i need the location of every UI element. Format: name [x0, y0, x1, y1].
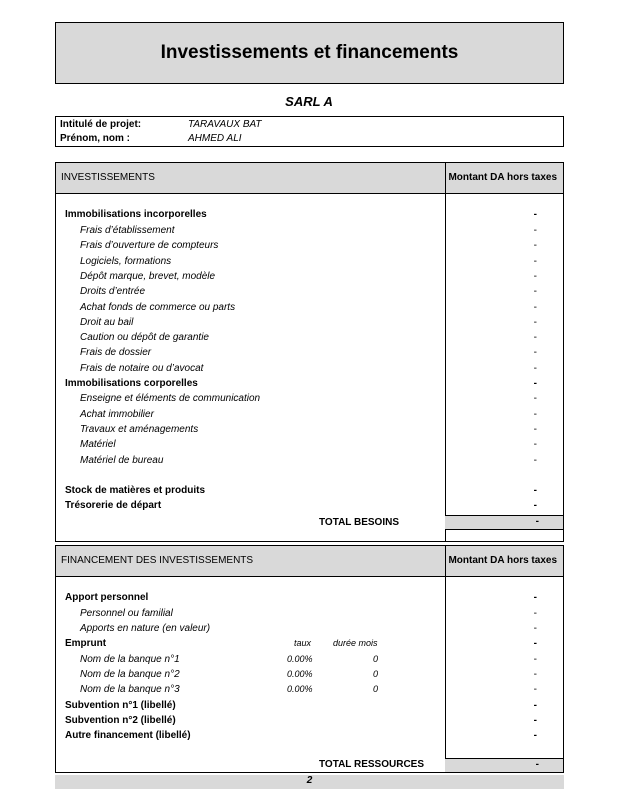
table-row	[56, 653, 563, 668]
row-value: -	[533, 286, 537, 297]
row-value: -	[533, 684, 537, 695]
row-label: Matériel	[80, 439, 116, 450]
table-row	[56, 484, 563, 499]
page-title-text: Investissements et financements	[160, 42, 459, 63]
row-label: Achat immobilier	[80, 409, 154, 420]
row-label: Achat fonds de commerce ou parts	[80, 302, 236, 313]
investments-header-label: INVESTISSEMENTS	[61, 172, 155, 183]
row-label: Dépôt marque, brevet, modèle	[80, 271, 216, 282]
table-row	[56, 346, 563, 361]
row-value: -	[533, 455, 537, 466]
row-label: Enseigne et éléments de communication	[80, 393, 261, 404]
row-value: -	[533, 409, 537, 420]
row-label: Immobilisations corporelles	[65, 378, 198, 389]
row-label: Matériel de bureau	[80, 455, 164, 466]
row-value: -	[533, 393, 537, 404]
loan-rate: 0.00%	[287, 669, 313, 679]
financing-header-label: FINANCEMENT DES INVESTISSEMENTS	[61, 555, 254, 566]
row-label: Immobilisations incorporelles	[65, 209, 207, 220]
table-row	[56, 683, 563, 698]
table-row	[56, 499, 563, 514]
row-label: Stock de matières et produits	[65, 485, 206, 496]
table-row	[56, 729, 563, 744]
row-label: Emprunt	[65, 638, 107, 649]
investments-header	[56, 163, 563, 194]
table-row	[56, 408, 563, 423]
row-value: -	[533, 240, 537, 251]
total-resources-label: TOTAL RESSOURCES	[319, 759, 425, 770]
loan-rate: 0.00%	[287, 654, 313, 664]
row-value: -	[533, 225, 537, 236]
row-value: -	[533, 347, 537, 358]
table-row	[56, 699, 563, 714]
table-row	[56, 362, 563, 377]
investments-amount-header: Montant DA hors taxes	[448, 172, 557, 183]
total-needs-value: -	[535, 516, 539, 527]
table-row	[56, 331, 563, 346]
table-row	[56, 591, 563, 606]
row-value: -	[533, 363, 537, 374]
row-label: Subvention n°2 (libellé)	[65, 715, 176, 726]
row-label: Nom de la banque n°1	[80, 654, 180, 665]
project-info-box	[55, 116, 564, 147]
table-row	[56, 239, 563, 254]
table-row	[56, 316, 563, 331]
page-title	[55, 22, 564, 84]
total-needs-cell	[445, 515, 563, 530]
table-row	[56, 637, 563, 652]
row-value: -	[533, 730, 537, 741]
loan-rate: 0.00%	[287, 684, 313, 694]
row-value: -	[533, 700, 537, 711]
table-row	[56, 377, 563, 392]
company-name: SARL A	[285, 94, 333, 109]
table-row	[56, 438, 563, 453]
table-row	[56, 668, 563, 683]
loan-duration: 0	[373, 684, 379, 694]
row-label: Personnel ou familial	[80, 608, 173, 619]
row-value: -	[533, 209, 537, 220]
row-label: Frais d’établissement	[80, 225, 175, 236]
total-resources-cell	[445, 758, 563, 772]
row-label: Frais de dossier	[80, 347, 152, 358]
table-row	[56, 454, 563, 469]
table-row	[56, 423, 563, 438]
table-row	[56, 301, 563, 316]
row-value: -	[533, 500, 537, 511]
row-value: -	[533, 638, 537, 649]
row-label: Subvention n°1 (libellé)	[65, 700, 176, 711]
row-label: Logiciels, formations	[80, 256, 172, 267]
total-needs-label: TOTAL BESOINS	[319, 517, 400, 528]
row-label: Autre financement (libellé)	[65, 730, 191, 741]
row-label: Droits d’entrée	[80, 286, 146, 297]
rate-header: taux	[294, 638, 312, 648]
row-label: Nom de la banque n°3	[80, 684, 180, 695]
table-row	[56, 270, 563, 285]
financing-table	[55, 545, 564, 773]
row-value: -	[533, 715, 537, 726]
table-row	[56, 714, 563, 729]
loan-duration: 0	[373, 654, 379, 664]
row-label: Nom de la banque n°2	[80, 669, 180, 680]
investments-table	[55, 162, 564, 542]
row-label: Apport personnel	[65, 592, 149, 603]
row-value: -	[533, 317, 537, 328]
row-label: Droit au bail	[80, 317, 134, 328]
row-value: -	[533, 332, 537, 343]
row-label: Frais d’ouverture de compteurs	[80, 240, 219, 251]
row-value: -	[533, 623, 537, 634]
table-row	[56, 285, 563, 300]
row-value: -	[533, 485, 537, 496]
loan-duration: 0	[373, 669, 379, 679]
row-value: -	[533, 378, 537, 389]
project-title-value: TARAVAUX BAT	[188, 119, 262, 130]
table-row	[56, 224, 563, 239]
person-name-label: Prénom, nom :	[60, 133, 131, 144]
row-value: -	[533, 424, 537, 435]
page-number: 2	[55, 775, 564, 789]
row-label: Travaux et aménagements	[80, 424, 199, 435]
row-label: Caution ou dépôt de garantie	[80, 332, 209, 343]
person-name-value: AHMED ALI	[188, 133, 242, 144]
table-row	[56, 208, 563, 223]
row-value: -	[533, 669, 537, 680]
table-row	[56, 255, 563, 270]
financing-amount-header: Montant DA hors taxes	[448, 555, 557, 566]
table-row	[56, 622, 563, 637]
row-value: -	[533, 608, 537, 619]
table-row	[56, 607, 563, 622]
row-value: -	[533, 654, 537, 665]
row-label: Frais de notaire ou d’avocat	[80, 363, 204, 374]
row-value: -	[533, 439, 537, 450]
row-value: -	[533, 271, 537, 282]
row-value: -	[533, 592, 537, 603]
duration-header: durée mois	[333, 638, 378, 648]
financing-header	[56, 546, 563, 577]
project-title-label: Intitulé de projet:	[60, 119, 142, 130]
total-resources-value: -	[535, 759, 539, 770]
row-label: Apports en nature (en valeur)	[80, 623, 211, 634]
row-label: Trésorerie de départ	[65, 500, 162, 511]
row-value: -	[533, 302, 537, 313]
table-row	[56, 392, 563, 407]
row-value: -	[533, 256, 537, 267]
